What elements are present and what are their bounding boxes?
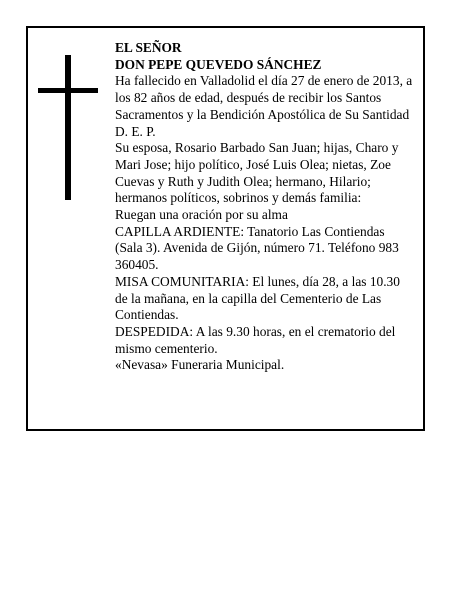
body-line: Ha fallecido en Valladolid el día 27 de enero de 2013, a [115, 73, 413, 89]
cross-icon [38, 55, 98, 200]
body-line: los 82 años de edad, después de recibir los Santos [115, 90, 382, 106]
obituary-notice [26, 26, 425, 431]
body-line: hermanos políticos, sobrinos y demás familia: [115, 190, 362, 206]
body-line: Su esposa, Rosario Barbado San Juan; hijas, Charo y [115, 140, 399, 156]
body-line: CAPILLA ARDIENTE: Tanatorio Las Contiendas [115, 223, 385, 239]
body-line: D. E. P. [115, 123, 156, 139]
body-line: Mari Jose; hijo político, José Luis Olea; nietas, Zoe [115, 156, 391, 172]
obituary-text [115, 40, 421, 374]
cross-vertical-bar [65, 55, 71, 200]
body-line: Contiendas. [115, 307, 179, 323]
body-line: DESPEDIDA: A las 9.30 horas, en el crematorio del [115, 323, 396, 339]
body-line: MISA COMUNITARIA: El lunes, día 28, a las 10.30 [115, 273, 400, 289]
body-line: «Nevasa» Funeraria Municipal. [115, 357, 285, 373]
deceased-name: DON PEPE QUEVEDO SÁNCHEZ [115, 56, 322, 72]
body-line: Ruegan una oración por su alma [115, 207, 288, 223]
body-line: mismo cementerio. [115, 340, 218, 356]
body-line: (Sala 3). Avenida de Gijón, número 71. Teléfono 983 [115, 240, 399, 256]
heading-title: EL SEÑOR [115, 40, 182, 55]
body-line: Cuevas y Ruth y Judith Olea; hermano, Hilario; [115, 173, 371, 189]
body-line: 360405. [115, 257, 159, 273]
body-line: Sacramentos y la Bendición Apostólica de Su Santidad [115, 106, 410, 122]
body-line: de la mañana, en la capilla del Cementerio de Las [115, 290, 382, 306]
cross-horizontal-bar [38, 88, 98, 93]
